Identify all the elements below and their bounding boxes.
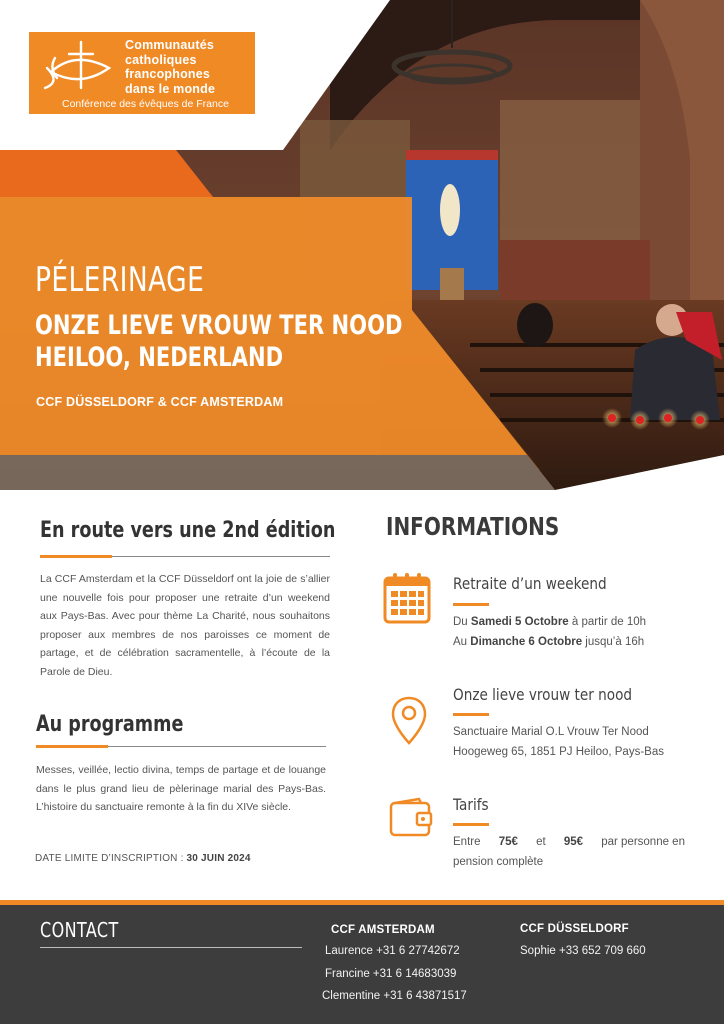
contact-amsterdam-3: Clementine +31 6 43871517	[322, 990, 467, 1002]
deadline-value: 30 JUIN 2024	[186, 853, 251, 864]
logo-org-name: Communautés catholiques francophones dans le monde	[125, 38, 216, 96]
contact-dusseldorf-heading: CCF DÜSSELDORF	[520, 923, 629, 935]
hero-organizers: CCF DÜSSELDORF & CCF AMSTERDAM	[36, 395, 284, 409]
fish-cross-logo-icon	[41, 38, 119, 98]
programme-text: Messes, veillée, lectio divina, temps de partage et de louange dans le plus grand lieu de pèlerinage marial des Pays-Bas. L’histoire du sanctuaire remonte à la fin du XIVe siècle.	[36, 764, 326, 813]
retreat-start: Du Samedi 5 Octobre à partir de 10h	[453, 616, 647, 628]
map-pin-icon	[390, 696, 428, 746]
price-bar	[453, 823, 489, 826]
place-heading: Onze lieve vrouw ter nood	[453, 685, 633, 704]
intro-title: En route vers une 2nd édition	[40, 518, 336, 543]
place-line2: Hoogeweg 65, 1851 PJ Heiloo, Pays-Bas	[453, 746, 664, 758]
intro-rule-accent	[40, 555, 112, 558]
hero-title-line2: HEILOO, NEDERLAND	[35, 342, 284, 373]
deadline-label: DATE LIMITE D’INSCRIPTION :	[35, 853, 187, 864]
contact-amsterdam-2: Francine +31 6 14683039	[325, 968, 457, 980]
contact-dusseldorf-1: Sophie +33 652 709 660	[520, 945, 646, 957]
programme-title: Au programme	[36, 712, 184, 737]
price-line1: Entre 75€ et 95€ par personne en	[453, 836, 685, 848]
price-line2: pension complète	[453, 856, 544, 868]
hero-title-line1: ONZE LIEVE VROUW TER NOOD	[35, 310, 403, 341]
retreat-bar	[453, 603, 489, 606]
contact-amsterdam-1: Laurence +31 6 27742672	[325, 945, 460, 957]
price-heading: Tarifs	[453, 795, 489, 814]
contact-rule	[40, 947, 302, 948]
retreat-end: Au Dimanche 6 Octobre jusqu’à 16h	[453, 636, 645, 648]
calendar-icon	[383, 572, 431, 624]
hero-kicker: PÉLERINAGE	[35, 260, 205, 300]
hero-title	[35, 310, 402, 374]
price-text	[453, 832, 685, 872]
programme-rule-accent	[36, 745, 108, 748]
contact-footer	[0, 900, 724, 1024]
place-bar	[453, 713, 489, 716]
contact-title: CONTACT	[40, 918, 119, 942]
hero-banner	[0, 0, 724, 490]
contact-amsterdam-heading: CCF AMSTERDAM	[331, 924, 435, 936]
registration-deadline	[35, 853, 251, 864]
logo-ccf	[29, 32, 255, 114]
wallet-icon	[389, 797, 433, 837]
retreat-heading: Retraite d’un weekend	[453, 574, 607, 593]
retreat-dates	[453, 612, 646, 652]
informations-title: INFORMATIONS	[386, 512, 560, 541]
logo-subtitle: Conférence des évêques de France	[62, 98, 229, 110]
place-address	[453, 722, 664, 762]
intro-text: La CCF Amsterdam et la CCF Düsseldorf ont la joie de s’allier une nouvelle fois pour proposer une retraite d’un weekend aux Pays-Bas. Avec pour thème La Charité, nous souhaitons proposer aux membres de nos paroisses ce moment de partage, et de célébration sacramentelle, à l’écoute de la Parole de Dieu.	[40, 573, 330, 678]
place-line1: Sanctuaire Marial O.L Vrouw Ter Nood	[453, 726, 649, 738]
footer-accent-bar	[0, 900, 724, 905]
